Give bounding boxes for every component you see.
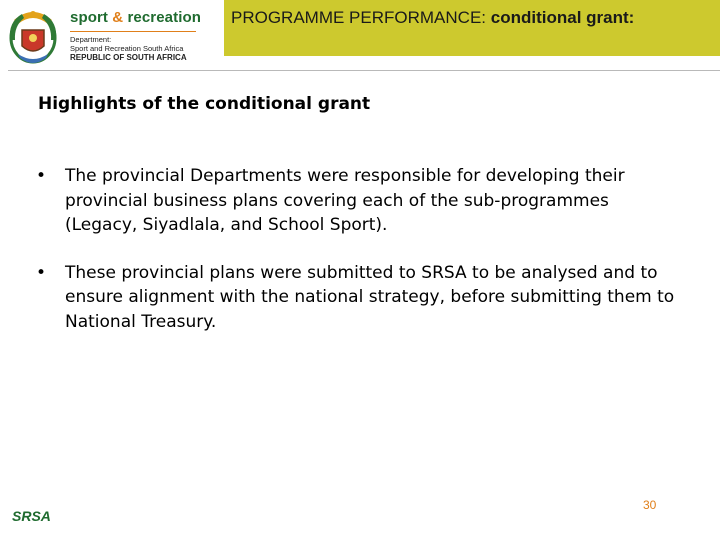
bullet-icon: • [36, 262, 47, 283]
slide-title-part2: conditional grant: [486, 8, 635, 27]
logo-title-sport: sport [70, 9, 108, 26]
logo-title-ampersand: & [108, 9, 128, 26]
footer-logo: SRSA [12, 508, 51, 524]
logo-republic: REPUBLIC OF SOUTH AFRICA [70, 53, 187, 62]
title-bar [224, 0, 720, 56]
logo-title [70, 9, 201, 26]
department-logo [0, 0, 222, 70]
header-divider [8, 70, 720, 71]
slide-title [231, 6, 711, 30]
slide-title-part1: PROGRAMME PERFORMANCE: [231, 8, 487, 27]
logo-divider [70, 31, 196, 32]
logo-department-label: Department: [70, 35, 112, 44]
coat-of-arms-icon [0, 0, 66, 70]
logo-department-name: Sport and Recreation South Africa [70, 44, 184, 53]
bullet-item [36, 164, 686, 238]
bullet-text: These provincial plans were submitted to SRSA to be analysed and to ensure alignment with the national strategy, before submitting them to National Treasury. [65, 262, 675, 332]
slide-subtitle: Highlights of the conditional grant [38, 94, 371, 114]
bullet-item [36, 261, 686, 335]
bullet-list [36, 164, 686, 357]
bullet-text: The provincial Departments were responsible for developing their provincial business plans covering each of the sub-programmes (Legacy, Siyadlala, and School Sport). [65, 166, 625, 235]
bullet-icon: • [36, 166, 47, 186]
page-number: 30 [643, 498, 657, 512]
logo-title-recreation: recreation [127, 9, 202, 26]
